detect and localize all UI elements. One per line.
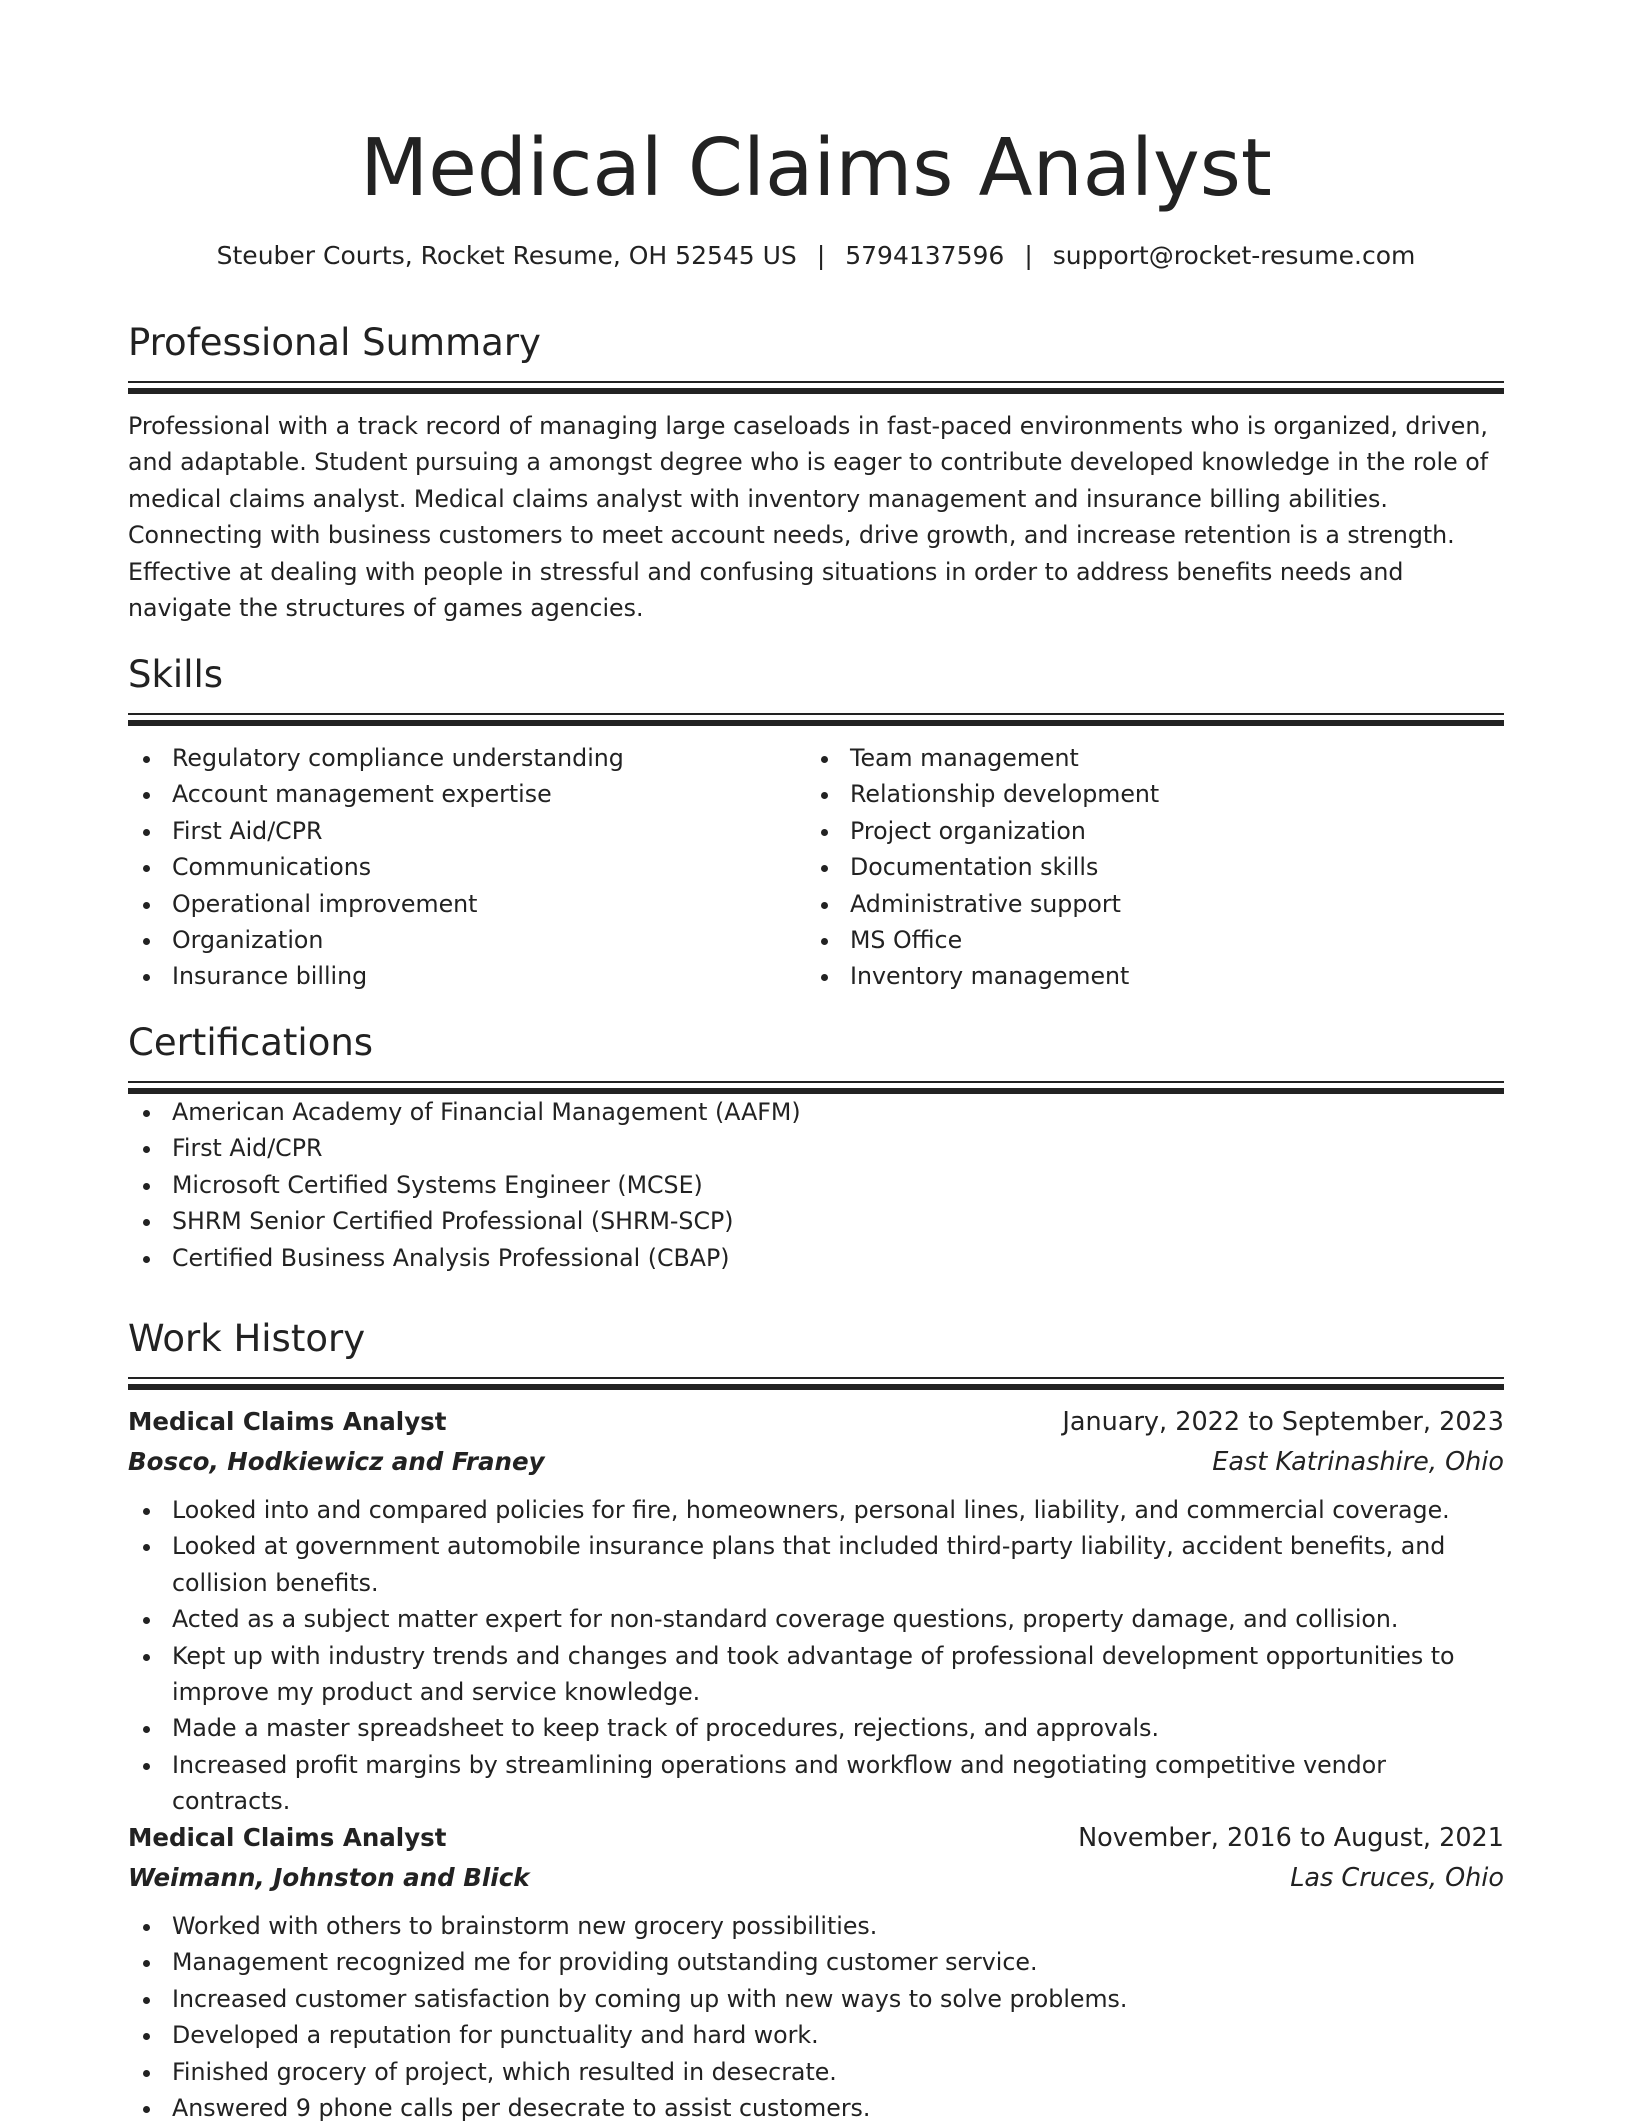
skill-item: Administrative support xyxy=(806,886,1484,922)
job-title: Medical Claims Analyst xyxy=(128,1823,447,1852)
skills-list-right xyxy=(806,740,1484,995)
job-header-row xyxy=(128,1818,1504,1858)
summary-line: people in stressful and confusing situations in order to address benefits needs and navigate the structures of games xyxy=(128,557,1404,623)
skills-grid xyxy=(128,726,1504,995)
job-bullet: Answered 9 phone calls per desecrate to assist customers. xyxy=(128,2090,1504,2126)
certification-item: Certified Business Analysis Professional (CBAP) xyxy=(128,1240,1504,1276)
job-bullet: Developed a reputation for punctuality and hard work. xyxy=(128,2017,1504,2053)
job-dates: November, 2016 to August, 2021 xyxy=(1078,1823,1504,1853)
job-title: Medical Claims Analyst xyxy=(128,1407,447,1436)
skill-item: Operational improvement xyxy=(128,886,806,922)
job-bullets xyxy=(128,1482,1504,1820)
section-divider xyxy=(128,381,1504,394)
skill-item: MS Office xyxy=(806,922,1484,958)
job-bullet: Looked at government automobile insurance plans that included third-party liability, accident benefits, and collision benefits. xyxy=(128,1528,1504,1601)
section-divider xyxy=(128,1377,1504,1390)
job-bullet: Kept up with industry trends and changes and took advantage of professional development opportunities to improve my product and service knowledge. xyxy=(128,1638,1504,1711)
job-location: Las Cruces, Ohio xyxy=(1290,1863,1504,1893)
job-bullet: Increased profit margins by streamlining operations and workflow and negotiating competitive vendor contracts. xyxy=(128,1747,1504,1820)
summary-section xyxy=(128,317,1504,626)
job-bullet: Increased customer satisfaction by coming up with new ways to solve problems. xyxy=(128,1981,1504,2017)
job-bullets xyxy=(128,1898,1504,2126)
summary-line: Professional with a track record of managing large caseloads in fast-paced environments who is organized, driven, and xyxy=(128,412,1488,477)
skills-section xyxy=(128,649,1504,995)
contact-address: Steuber Courts, Rocket Resume, OH 52545 US xyxy=(216,241,797,270)
certifications-heading: Certifications xyxy=(128,1021,374,1064)
job-bullet: Finished grocery of project, which resulted in desecrate. xyxy=(128,2054,1504,2090)
certification-item: Microsoft Certified Systems Engineer (MCSE) xyxy=(128,1167,1504,1203)
job-company: Bosco, Hodkiewicz and Franey xyxy=(128,1447,545,1476)
summary-line: business customers to meet account needs, drive growth, and increase retention is a strength. Effective at dealing with xyxy=(128,521,1455,586)
job-company: Weimann, Johnston and Blick xyxy=(128,1863,530,1892)
job-bullet: Worked with others to brainstorm new grocery possibilities. xyxy=(128,1908,1504,1944)
skill-item: Team management xyxy=(806,740,1484,776)
skill-item: Documentation skills xyxy=(806,849,1484,885)
skill-item: Relationship development xyxy=(806,776,1484,812)
certification-item: American Academy of Financial Management (AAFM) xyxy=(128,1094,1504,1130)
job-entry xyxy=(128,1402,1504,1820)
skill-item: Regulatory compliance understanding xyxy=(128,740,806,776)
certifications-list xyxy=(128,1094,1504,1276)
skill-item: Organization xyxy=(128,922,806,958)
summary-heading: Professional Summary xyxy=(128,321,541,364)
resume-title: Medical Claims Analyst xyxy=(360,122,1272,214)
job-company-row xyxy=(128,1858,1504,1898)
work-history-section xyxy=(128,1313,1504,1390)
certifications-section xyxy=(128,1017,1504,1276)
job-bullet: Looked into and compared policies for fire, homeowners, personal lines, liability, and commercial coverage. xyxy=(128,1492,1504,1528)
contact-separator: | xyxy=(816,241,826,270)
contact-email: support@rocket-resume.com xyxy=(1052,241,1416,270)
job-company-row xyxy=(128,1442,1504,1482)
skill-item: Communications xyxy=(128,849,806,885)
summary-line: agencies. xyxy=(530,594,644,623)
job-header-row xyxy=(128,1402,1504,1442)
certification-item: First Aid/CPR xyxy=(128,1130,1504,1166)
contact-line xyxy=(128,236,1504,276)
skill-item: Project organization xyxy=(806,813,1484,849)
skill-item: First Aid/CPR xyxy=(128,813,806,849)
summary-line: claims analyst. Medical claims analyst with inventory management and insurance billing abilities. Connecting with xyxy=(128,484,1388,550)
skill-item: Insurance billing xyxy=(128,958,806,994)
skill-item: Inventory management xyxy=(806,958,1484,994)
job-bullet: Acted as a subject matter expert for non-standard coverage questions, property damage, and collision. xyxy=(128,1601,1504,1637)
section-divider xyxy=(128,1081,1504,1094)
contact-phone: 5794137596 xyxy=(845,241,1005,270)
contact-separator: | xyxy=(1024,241,1033,270)
skill-item: Account management expertise xyxy=(128,776,806,812)
job-bullet: Management recognized me for providing outstanding customer service. xyxy=(128,1944,1504,1980)
summary-line: adaptable. Student pursuing a amongst degree who is eager to contribute developed knowledge in the role of medical xyxy=(128,448,1489,513)
skills-list-left xyxy=(128,740,806,995)
work-history-heading: Work History xyxy=(128,1317,366,1360)
job-entry xyxy=(128,1818,1504,2126)
summary-text xyxy=(128,394,1504,626)
job-dates: January, 2022 to September, 2023 xyxy=(1062,1407,1504,1437)
job-bullet: Made a master spreadsheet to keep track of procedures, rejections, and approvals. xyxy=(128,1710,1504,1746)
job-location: East Katrinashire, Ohio xyxy=(1212,1447,1504,1477)
skills-heading: Skills xyxy=(128,653,224,696)
certification-item: SHRM Senior Certified Professional (SHRM-SCP) xyxy=(128,1203,1504,1239)
section-divider xyxy=(128,713,1504,726)
